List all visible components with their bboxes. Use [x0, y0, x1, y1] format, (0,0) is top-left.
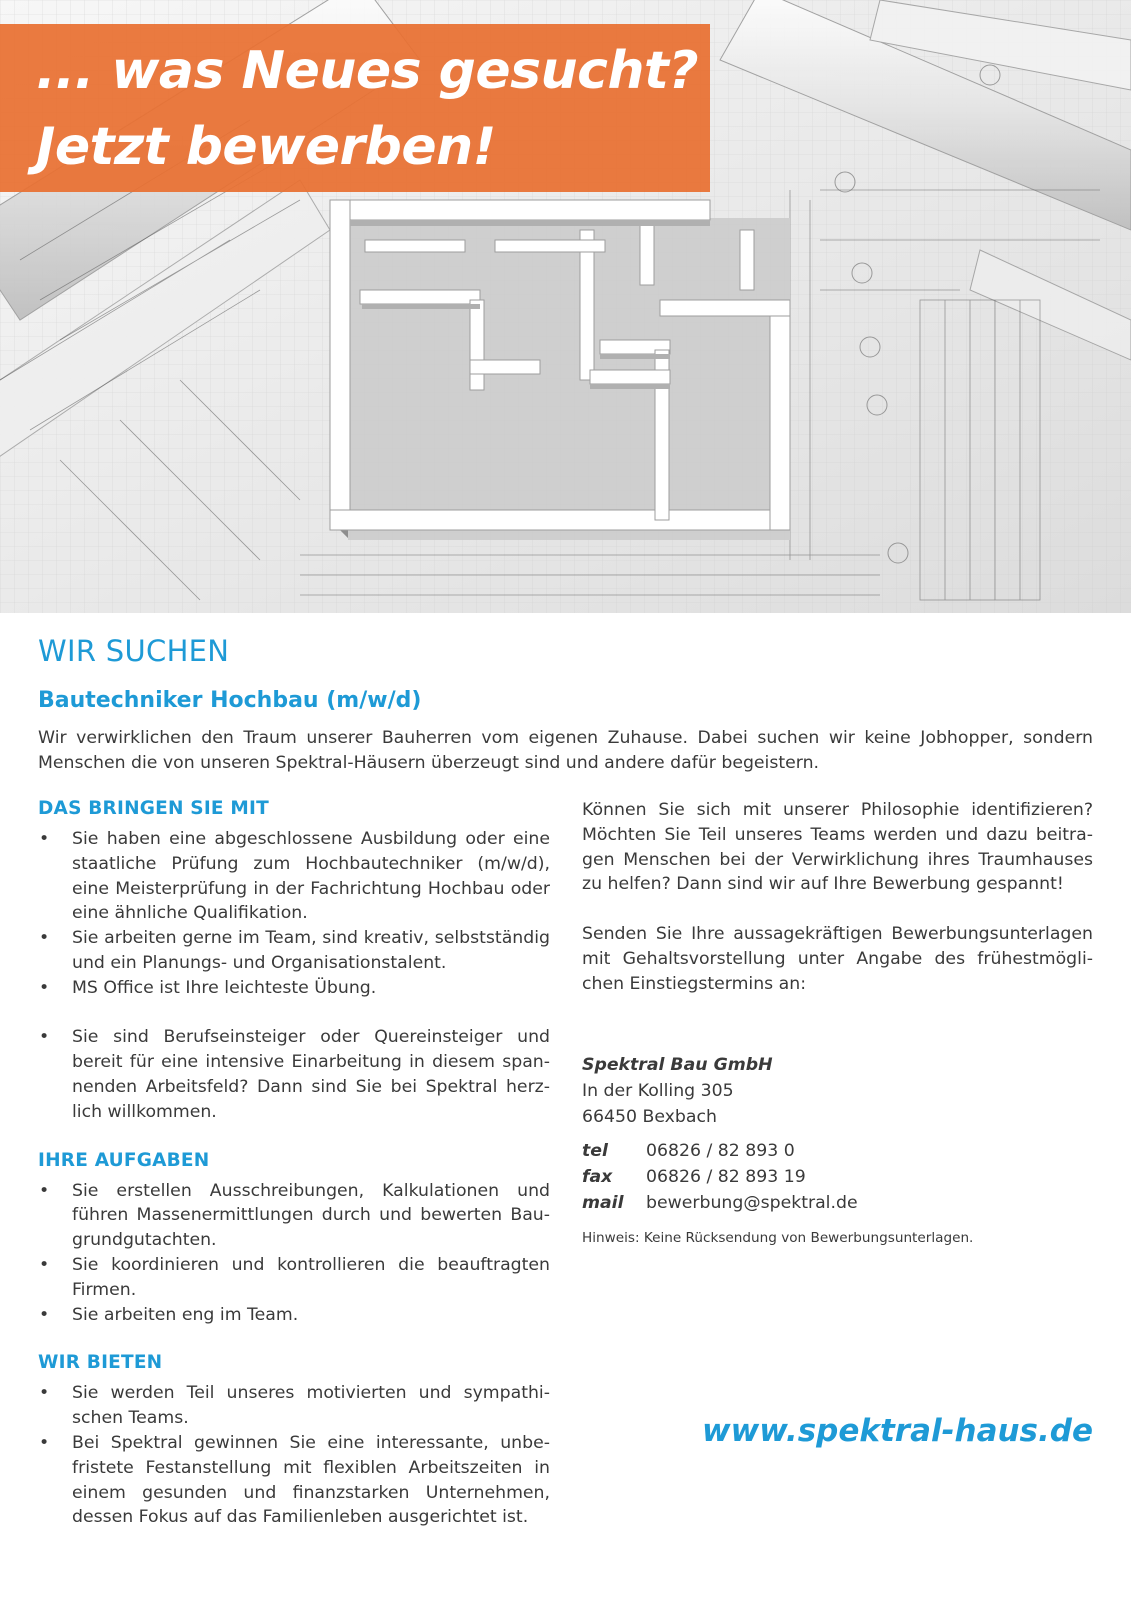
list-item-text: Sie haben eine abgeschlossene Ausbildung oder eine staatliche Prüfung zum Hochbautechniker (m/w/d), eine Meisterprüfung in der Fachrichtung Hochbau oder eine ähnliche Qualifikation.	[72, 829, 550, 924]
list-item-text: Sie koordinieren und kontrollieren die beauftragten Firmen.	[72, 1254, 550, 1300]
list-item	[38, 1179, 550, 1253]
contact-fax	[582, 1164, 1093, 1190]
contact-list	[582, 1138, 1093, 1216]
offer-heading: WIR BIETEN	[38, 1352, 163, 1374]
bullet-icon: •	[39, 928, 50, 949]
headline-line-2: Jetzt bewerben!	[36, 117, 496, 177]
bullet-icon: •	[39, 1304, 50, 1325]
intro-text: Wir verwirklichen den Traum unserer Bauherren vom eigenen Zuhause. Dabei suchen wir keine Jobhopper, sondern Menschen die von unseren Spektral-Häusern überzeugt sind und andere dafür begeistern.	[38, 728, 1093, 773]
bullet-icon: •	[39, 1027, 50, 1048]
list-item	[38, 1025, 550, 1124]
philosophy-text: Können Sie sich mit unserer Philosophie identifizieren? Möchten Sie Teil unseres Teams werden und dazu beitragen Menschen bei der Verwirklichung ihres Traumhauses zu helfen? Dann sind wir auf Ihre Bewerbung gespannt!	[582, 800, 1093, 895]
contact-label: fax	[582, 1167, 613, 1188]
address-block	[582, 1052, 1093, 1130]
contact-label: tel	[582, 1141, 608, 1162]
bullet-icon: •	[39, 1254, 50, 1275]
list-item-text: Sie arbeiten eng im Team.	[72, 1304, 299, 1325]
list-item	[38, 1431, 550, 1530]
requirements-list	[38, 827, 550, 1125]
contact-phone	[582, 1138, 1093, 1164]
list-item-text: Sie erstellen Ausschreibungen, Kalkulationen und führen Massenermittlungen durch und bewerten Baugrundgutachten.	[72, 1180, 550, 1251]
list-item	[38, 1381, 550, 1431]
street: In der Kolling 305	[582, 1081, 734, 1102]
list-item	[38, 1253, 550, 1303]
hero-image	[0, 0, 1131, 613]
company-name: Spektral Bau GmbH	[582, 1055, 773, 1076]
left-column	[38, 798, 550, 1530]
bullet-icon: •	[39, 1383, 50, 1404]
contact-label: mail	[582, 1193, 624, 1214]
bullet-icon: •	[39, 1180, 50, 1201]
list-item	[38, 1303, 550, 1328]
phone-number[interactable]: 06826 / 82 893 0	[646, 1141, 795, 1162]
list-item-text: Sie werden Teil unseres motivierten und sympathischen Teams.	[72, 1383, 550, 1429]
bullet-icon: •	[39, 829, 50, 849]
application-text: Senden Sie Ihre aussagekräftigen Bewerbungsunterlagen mit Gehaltsvorstellung unter Angabe des frühestmöglichen Einstiegstermins an:	[582, 923, 1093, 994]
hint-note: Hinweis: Keine Rücksendung von Bewerbungsunterlagen.	[582, 1230, 974, 1247]
list-item-text: Sie sind Berufseinsteiger oder Quereinsteiger und bereit für eine intensive Einarbeitung in diesem spannenden Arbeitsfeld? Dann sind Sie bei Spektral herzlich willkommen.	[72, 1027, 550, 1122]
list-item-text: Bei Spektral gewinnen Sie eine interessante, unbefristete Festanstellung mit flexiblen Arbeitszeiten in einem gesunden und finanzstarken Unternehmen, dessen Fokus auf das Familienleben ausgerichtet ist.	[72, 1432, 550, 1528]
list-item	[38, 976, 550, 1001]
list-item	[38, 926, 550, 976]
tasks-list	[38, 1179, 550, 1328]
requirements-heading: DAS BRINGEN SIE MIT	[38, 798, 269, 819]
section-title: WIR SUCHEN	[38, 634, 230, 668]
list-item	[38, 827, 550, 926]
list-item-text: Sie arbeiten gerne im Team, sind kreativ, selbstständig und ein Planungs- und Organisationstalent.	[72, 928, 550, 973]
headline-line-1: ... was Neues gesucht?	[36, 41, 699, 101]
tasks-heading: IHRE AUFGABEN	[38, 1149, 210, 1171]
bullet-icon: •	[39, 1432, 50, 1453]
right-column	[582, 798, 1093, 1260]
list-item-text: MS Office ist Ihre leichteste Übung.	[72, 977, 377, 998]
contact-mail	[582, 1190, 1093, 1216]
job-title: Bautechniker Hochbau (m/w/d)	[38, 688, 422, 713]
website-link[interactable]: www.spektral-haus.de	[701, 1413, 1093, 1449]
bullet-icon: •	[39, 977, 50, 998]
offer-list	[38, 1381, 550, 1530]
city: 66450 Bexbach	[582, 1107, 717, 1128]
fax-number: 06826 / 82 893 19	[646, 1167, 806, 1188]
email-link[interactable]: bewerbung@spektral.de	[646, 1193, 858, 1214]
